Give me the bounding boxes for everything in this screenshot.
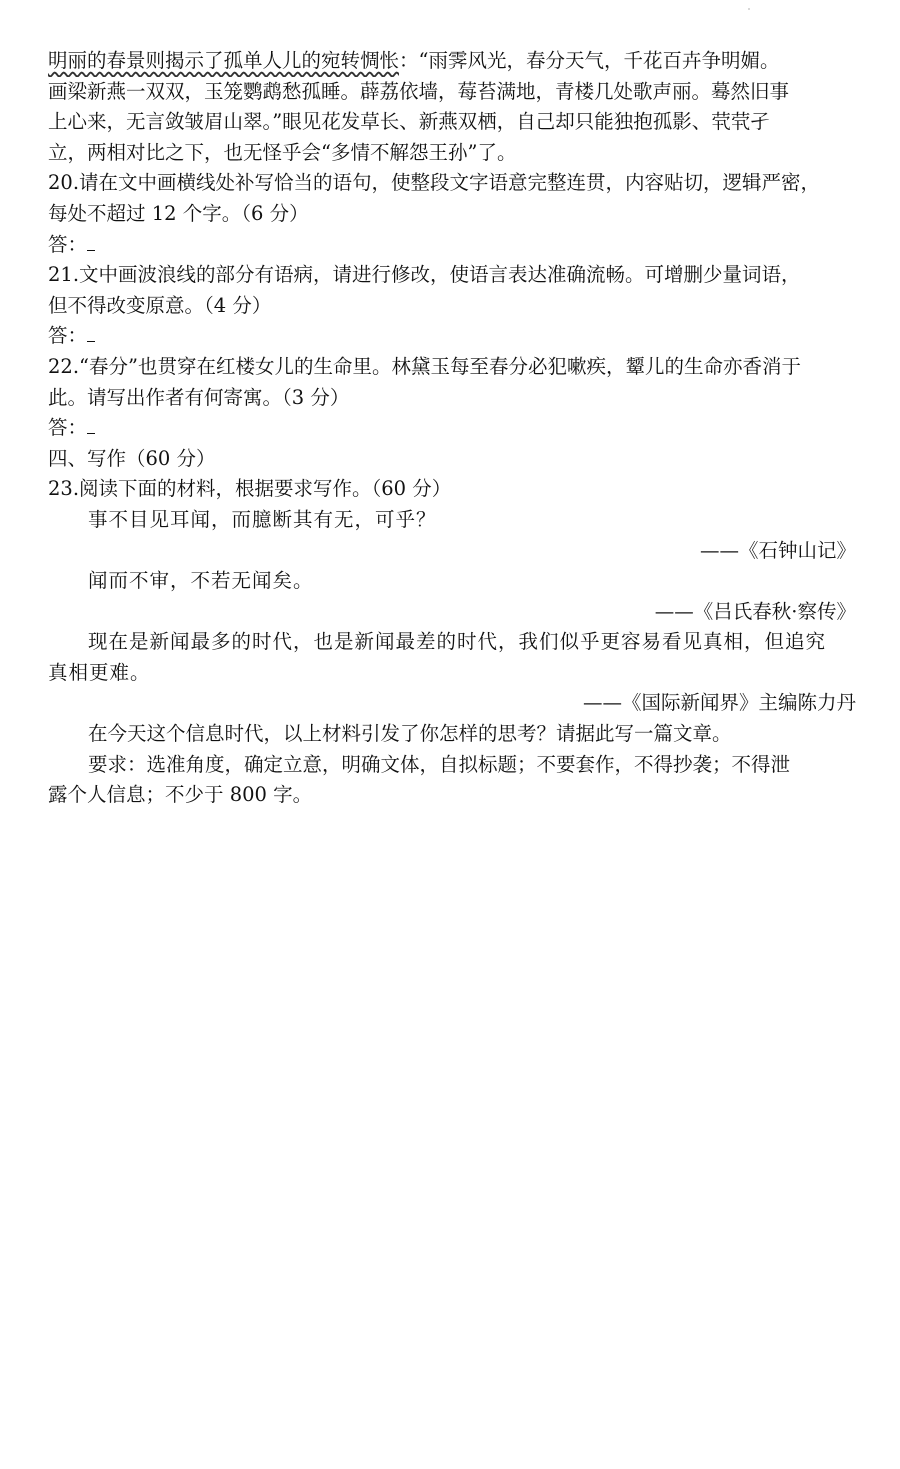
material-quote-3-line-1: 现在是新闻最多的时代，也是新闻最差的时代，我们似乎更容易看见真相，但追究 (88, 630, 827, 654)
material-quote-1: 事不目见耳闻，而臆断其有无，可乎？ (88, 507, 437, 531)
question-22-line-2: 此。请写出作者有何寄寓。（3 分） (48, 385, 350, 409)
question-21-answer[interactable] (48, 321, 860, 352)
scan-speck (748, 8, 750, 10)
section-heading-writing: 四、写作（60 分） (48, 446, 216, 470)
writing-prompt: 在今天这个信息时代，以上材料引发了你怎样的思考？请据此写一篇文章。 (88, 722, 732, 746)
question-22-answer[interactable] (48, 413, 860, 444)
passage-line-1-rest: ：“雨霁风光，春分天气，千花百卉争明媚。 (399, 49, 780, 72)
answer-blank[interactable] (87, 323, 95, 342)
writing-requirements-line-2: 露个人信息；不少于 800 字。 (48, 783, 313, 807)
question-22-line-1: 22.“春分”也贯穿在红楼女儿的生命里。林黛玉每至春分必犯嗽疾，颦儿的生命亦香消于 (48, 354, 801, 378)
question-20-line-2: 每处不超过 12 个字。（6 分） (48, 201, 309, 225)
question-21-line-1: 21.文中画波浪线的部分有语病，请进行修改，使语言表达准确流畅。可增删少量词语， (48, 263, 801, 287)
material-source-3: ——《国际新闻界》主编陈力丹 (582, 691, 856, 715)
question-20-answer[interactable] (48, 230, 860, 261)
answer-blank[interactable] (87, 232, 95, 251)
answer-label: 答： (48, 324, 88, 348)
question-20-line-1: 20.请在文中画横线处补写恰当的语句，使整段文字语意完整连贯，内容贴切，逻辑严密， (48, 171, 821, 195)
passage-line-1 (48, 46, 860, 77)
answer-blank[interactable] (87, 415, 95, 434)
answer-label: 答： (48, 232, 88, 256)
answer-label: 答： (48, 416, 88, 440)
writing-requirements-line-1: 要求：选准角度，确定立意，明确文体，自拟标题；不要套作，不得抄袭；不得泄 (88, 752, 791, 776)
exam-page (48, 46, 860, 811)
wavy-underlined-text: 明丽的春景则揭示了孤单人儿的宛转惆怅 (48, 49, 400, 72)
material-source-2: ——《吕氏春秋·察传》 (654, 599, 856, 623)
passage-line-4: 立，两相对比之下，也无怪乎会“多情不解怨王孙”了。 (48, 140, 517, 164)
material-quote-2: 闻而不审，不若无闻矣。 (88, 569, 314, 593)
question-23-line-1: 23.阅读下面的材料，根据要求写作。（60 分） (48, 477, 452, 501)
material-source-1: ——《石钟山记》 (699, 538, 856, 562)
passage-line-3: 上心来，无言敛皱眉山翠。”眼见花发草长、新燕双栖，自己却只能独抱孤影、茕茕孑 (48, 110, 770, 134)
material-quote-3-line-2: 真相更难。 (48, 660, 151, 684)
passage-line-2: 画梁新燕一双双，玉笼鹦鹉愁孤睡。薜荔依墙，莓苔满地，青楼几处歌声丽。蓦然旧事 (48, 79, 790, 103)
question-21-line-2: 但不得改变原意。（4 分） (48, 293, 272, 317)
